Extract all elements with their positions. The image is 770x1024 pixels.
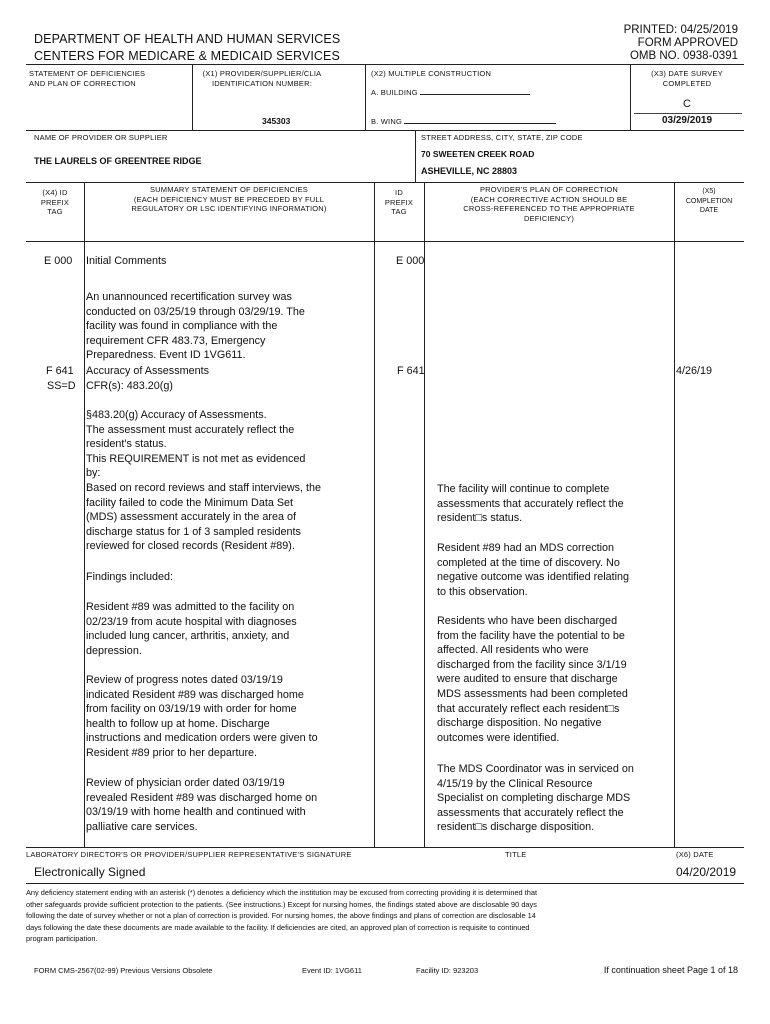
column-divider (674, 182, 675, 847)
provider-name: THE LAURELS OF GREENTREE RIDGE (34, 156, 202, 166)
printed-date: PRINTED: 04/25/2019 (623, 24, 738, 36)
title-label: TITLE (505, 850, 527, 859)
address-label: STREET ADDRESS, CITY, STATE, ZIP CODE (421, 133, 583, 142)
top-border (26, 64, 744, 65)
survey-summary: An unannounced recertification survey was conducted on 03/25/19 through 03/29/19. The facility was found in compliance with the requirement CFR 483.73, Emergency Preparedness. Event ID 1VG611. (86, 291, 305, 362)
facility-id: Facility ID: 923203 (416, 966, 479, 975)
plan-correction: Resident #89 had an MDS correction completed at the time of discovery. No negative outcome was identified relating to this observation. (437, 542, 630, 598)
cfr-reference: CFR(s): 483.20(g) (86, 380, 173, 392)
form-number: FORM CMS-2567(02-99) Previous Versions Obsolete (34, 966, 213, 975)
divider (415, 130, 416, 182)
plan-tag-e000: E 000 (396, 255, 425, 267)
disclaimer: Any deficiency statement ending with an asterisk (*) denotes a deficiency which the institution may be excused from correcting providing it is determined that other safeguards provide sufficient protection to the patients. (See instructions.) Except for nursing homes, the findings stated above are disclosable 90 days following the date of survey whether or not a plan of correction is provided. For nursing homes, the above findings and plans of correction are disclosable 14 days following the date these documents are made available to the facility. If deficiencies are cited, an approved plan of correction is requisite to continued program participation. (26, 888, 538, 943)
survey-completed-date: 03/29/2019 (661, 115, 713, 126)
plan-audit: Residents who have been discharged from the facility have the potential to be affected. All residents who were discharged from the facility since 3/1/19 were audited to ensure that discharge MDS assessments had been completed that accurately reflect each resident□s discharge disposition. No negative outcomes were identified. (437, 615, 628, 744)
provider-id-value: 345303 (262, 116, 291, 126)
wing-field (404, 115, 556, 124)
physician-order-finding: Review of physician order dated 03/19/19 revealed Resident #89 was discharged home on 03/19/19 with home health and continued with palliative care services. (86, 777, 318, 833)
x3-label: (X3) DATE SURVEY COMPLETED (651, 69, 723, 88)
form-approved: FORM APPROVED (637, 37, 738, 49)
plan-statement: The facility will continue to complete assessments that accurately reflect the resident□s status. (437, 483, 624, 525)
signature-label: LABORATORY DIRECTOR'S OR PROVIDER/SUPPLIER REPRESENTATIVE'S SIGNATURE (26, 850, 352, 859)
findings-label: Findings included: (86, 571, 174, 583)
provider-name-label: NAME OF PROVIDER OR SUPPLIER (34, 133, 168, 142)
completion-date: 4/26/19 (676, 365, 713, 377)
deficiency-title: Accuracy of Assessments (86, 365, 210, 377)
x1-label: (X1) PROVIDER/SUPPLIER/CLIA IDENTIFICATION NUMBER: (202, 69, 322, 88)
plan-header: PROVIDER'S PLAN OF CORRECTION (EACH CORRECTIVE ACTION SHOULD BE CROSS-REFERENCED TO THE APPROPRIATE DEFICIENCY) (463, 185, 635, 223)
scope-severity: SS=D (47, 380, 76, 392)
tag-f641: F 641 (46, 365, 74, 377)
x4-header: (X4) ID PREFIX TAG (40, 188, 70, 216)
divider (26, 130, 744, 131)
date-label: (X6) DATE (676, 850, 714, 859)
table-bottom (26, 847, 744, 848)
signature-value: Electronically Signed (34, 865, 146, 879)
department-name: DEPARTMENT OF HEALTH AND HUMAN SERVICES (34, 32, 341, 46)
survey-type-letter: C (683, 98, 691, 110)
agency-name: CENTERS FOR MEDICARE & MEDICAID SERVICES (34, 49, 340, 63)
plan-tag-f641: F 641 (397, 365, 425, 377)
x5-header: (X5) COMPLETION DATE (685, 188, 733, 214)
requirement-statement: §483.20(g) Accuracy of Assessments. The assessment must accurately reflect the resident's status. This REQUIREMENT is not met as evidenced by: Based on record reviews and staff interviews, the facility failed to code the Minimum Data Set (MDS) assessment accurately in the area of discharge status for 1 of 3 sampled residents reviewed for closed records (Resident #89). (86, 409, 322, 553)
building-field (420, 86, 530, 95)
divider (365, 64, 366, 130)
tag-e000: E 000 (44, 255, 73, 267)
event-id: Event ID: 1VG611 (302, 966, 362, 975)
date-underline (634, 113, 742, 114)
omb-number: OMB NO. 0938-0391 (629, 50, 738, 62)
signature-bottom (26, 883, 744, 884)
plan-inservice: The MDS Coordinator was in serviced on 4/15/19 by the Clinical Resource Specialist on completing discharge MDS assessments that accurately reflect the resident□s discharge disposition. (437, 763, 634, 834)
building-label: A. BUILDING (371, 86, 530, 98)
header-bottom (26, 241, 744, 242)
summary-header: SUMMARY STATEMENT OF DEFICIENCIES (EACH DEFICIENCY MUST BE PRECEDED BY FULL REGULATORY OR LSC IDENTIFYING INFORMATION) (131, 185, 327, 213)
column-divider (424, 182, 425, 847)
progress-notes-finding: Review of progress notes dated 03/19/19 indicated Resident #89 was discharged home from facility on 03/19/19 with order for home health to follow up at home. Discharge instructions and medication orders were given to Resident #89 prior to her departure. (86, 674, 318, 759)
initial-comments: Initial Comments (86, 255, 167, 267)
city-state-zip: ASHEVILLE, NC 28803 (421, 166, 518, 176)
column-divider (84, 182, 85, 847)
signature-date: 04/20/2019 (676, 865, 737, 879)
admission-finding: Resident #89 was admitted to the facility on 02/23/19 from acute hospital with diagnoses included lung cancer, arthritis, anxiety, and depression. (86, 601, 297, 657)
statement-label: STATEMENT OF DEFICIENCIES AND PLAN OF CORRECTION (29, 69, 146, 88)
street-address: 70 SWEETEN CREEK ROAD (421, 149, 535, 159)
column-divider (374, 182, 375, 847)
page-indicator: If continuation sheet Page 1 of 18 (603, 965, 738, 975)
divider (26, 182, 744, 183)
wing-label: B. WING (371, 115, 556, 127)
id-header: ID PREFIX TAG (384, 188, 414, 216)
x2-label: (X2) MULTIPLE CONSTRUCTION (371, 69, 492, 78)
